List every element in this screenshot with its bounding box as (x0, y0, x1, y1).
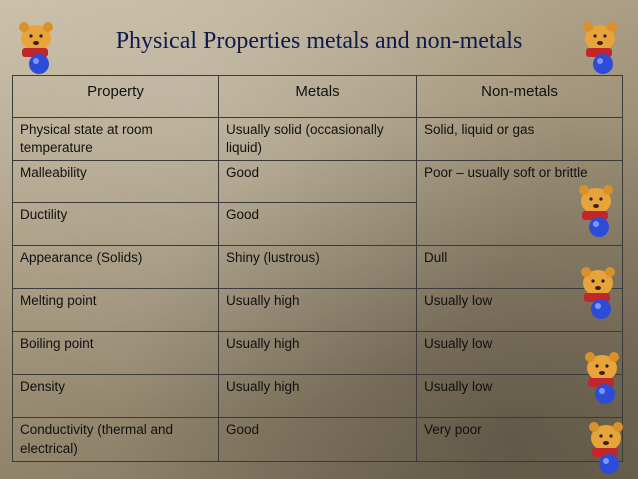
table-row (13, 246, 623, 289)
table-row (13, 161, 623, 203)
cell-metals: Shiny (lustrous) (219, 246, 417, 289)
cell-metals: Usually high (219, 375, 417, 418)
table-row (13, 118, 623, 161)
table-row (13, 332, 623, 375)
cell-metals: Usually solid (occasionally liquid) (219, 118, 417, 161)
cell-metals: Good (219, 418, 417, 461)
bear-with-balloon-icon (574, 18, 626, 76)
column-header-property: Property (13, 76, 219, 118)
properties-table (12, 75, 623, 462)
bear-with-balloon-icon (576, 348, 628, 406)
cell-metals: Good (219, 161, 417, 203)
cell-property: Melting point (13, 289, 219, 332)
cell-metals: Usually high (219, 289, 417, 332)
bear-with-balloon-icon (10, 18, 62, 76)
column-header-metals: Metals (219, 76, 417, 118)
cell-property: Ductility (13, 203, 219, 246)
cell-property: Conductivity (thermal and electrical) (13, 418, 219, 461)
bear-with-balloon-icon (572, 263, 624, 321)
cell-property: Physical state at room temperature (13, 118, 219, 161)
table-header-row (13, 76, 623, 118)
cell-metals: Usually high (219, 332, 417, 375)
column-header-nonmetals: Non-metals (417, 76, 623, 118)
cell-nonmetals: Usually low (417, 375, 623, 418)
cell-nonmetals: Dull (417, 246, 623, 289)
table-row (13, 289, 623, 332)
cell-property: Malleability (13, 161, 219, 203)
table-row (13, 375, 623, 418)
bear-with-balloon-icon (570, 181, 622, 239)
cell-nonmetals: Poor – usually soft or brittle (417, 161, 623, 246)
cell-nonmetals: Usually low (417, 289, 623, 332)
cell-nonmetals: Very poor (417, 418, 623, 461)
table-row (13, 418, 623, 461)
page-title: Physical Properties metals and non-metals (115, 28, 523, 54)
cell-nonmetals: Usually low (417, 332, 623, 375)
cell-property: Density (13, 375, 219, 418)
cell-metals: Good (219, 203, 417, 246)
cell-property: Appearance (Solids) (13, 246, 219, 289)
cell-property: Boiling point (13, 332, 219, 375)
cell-nonmetals: Solid, liquid or gas (417, 118, 623, 161)
bear-with-balloon-icon (580, 418, 632, 476)
